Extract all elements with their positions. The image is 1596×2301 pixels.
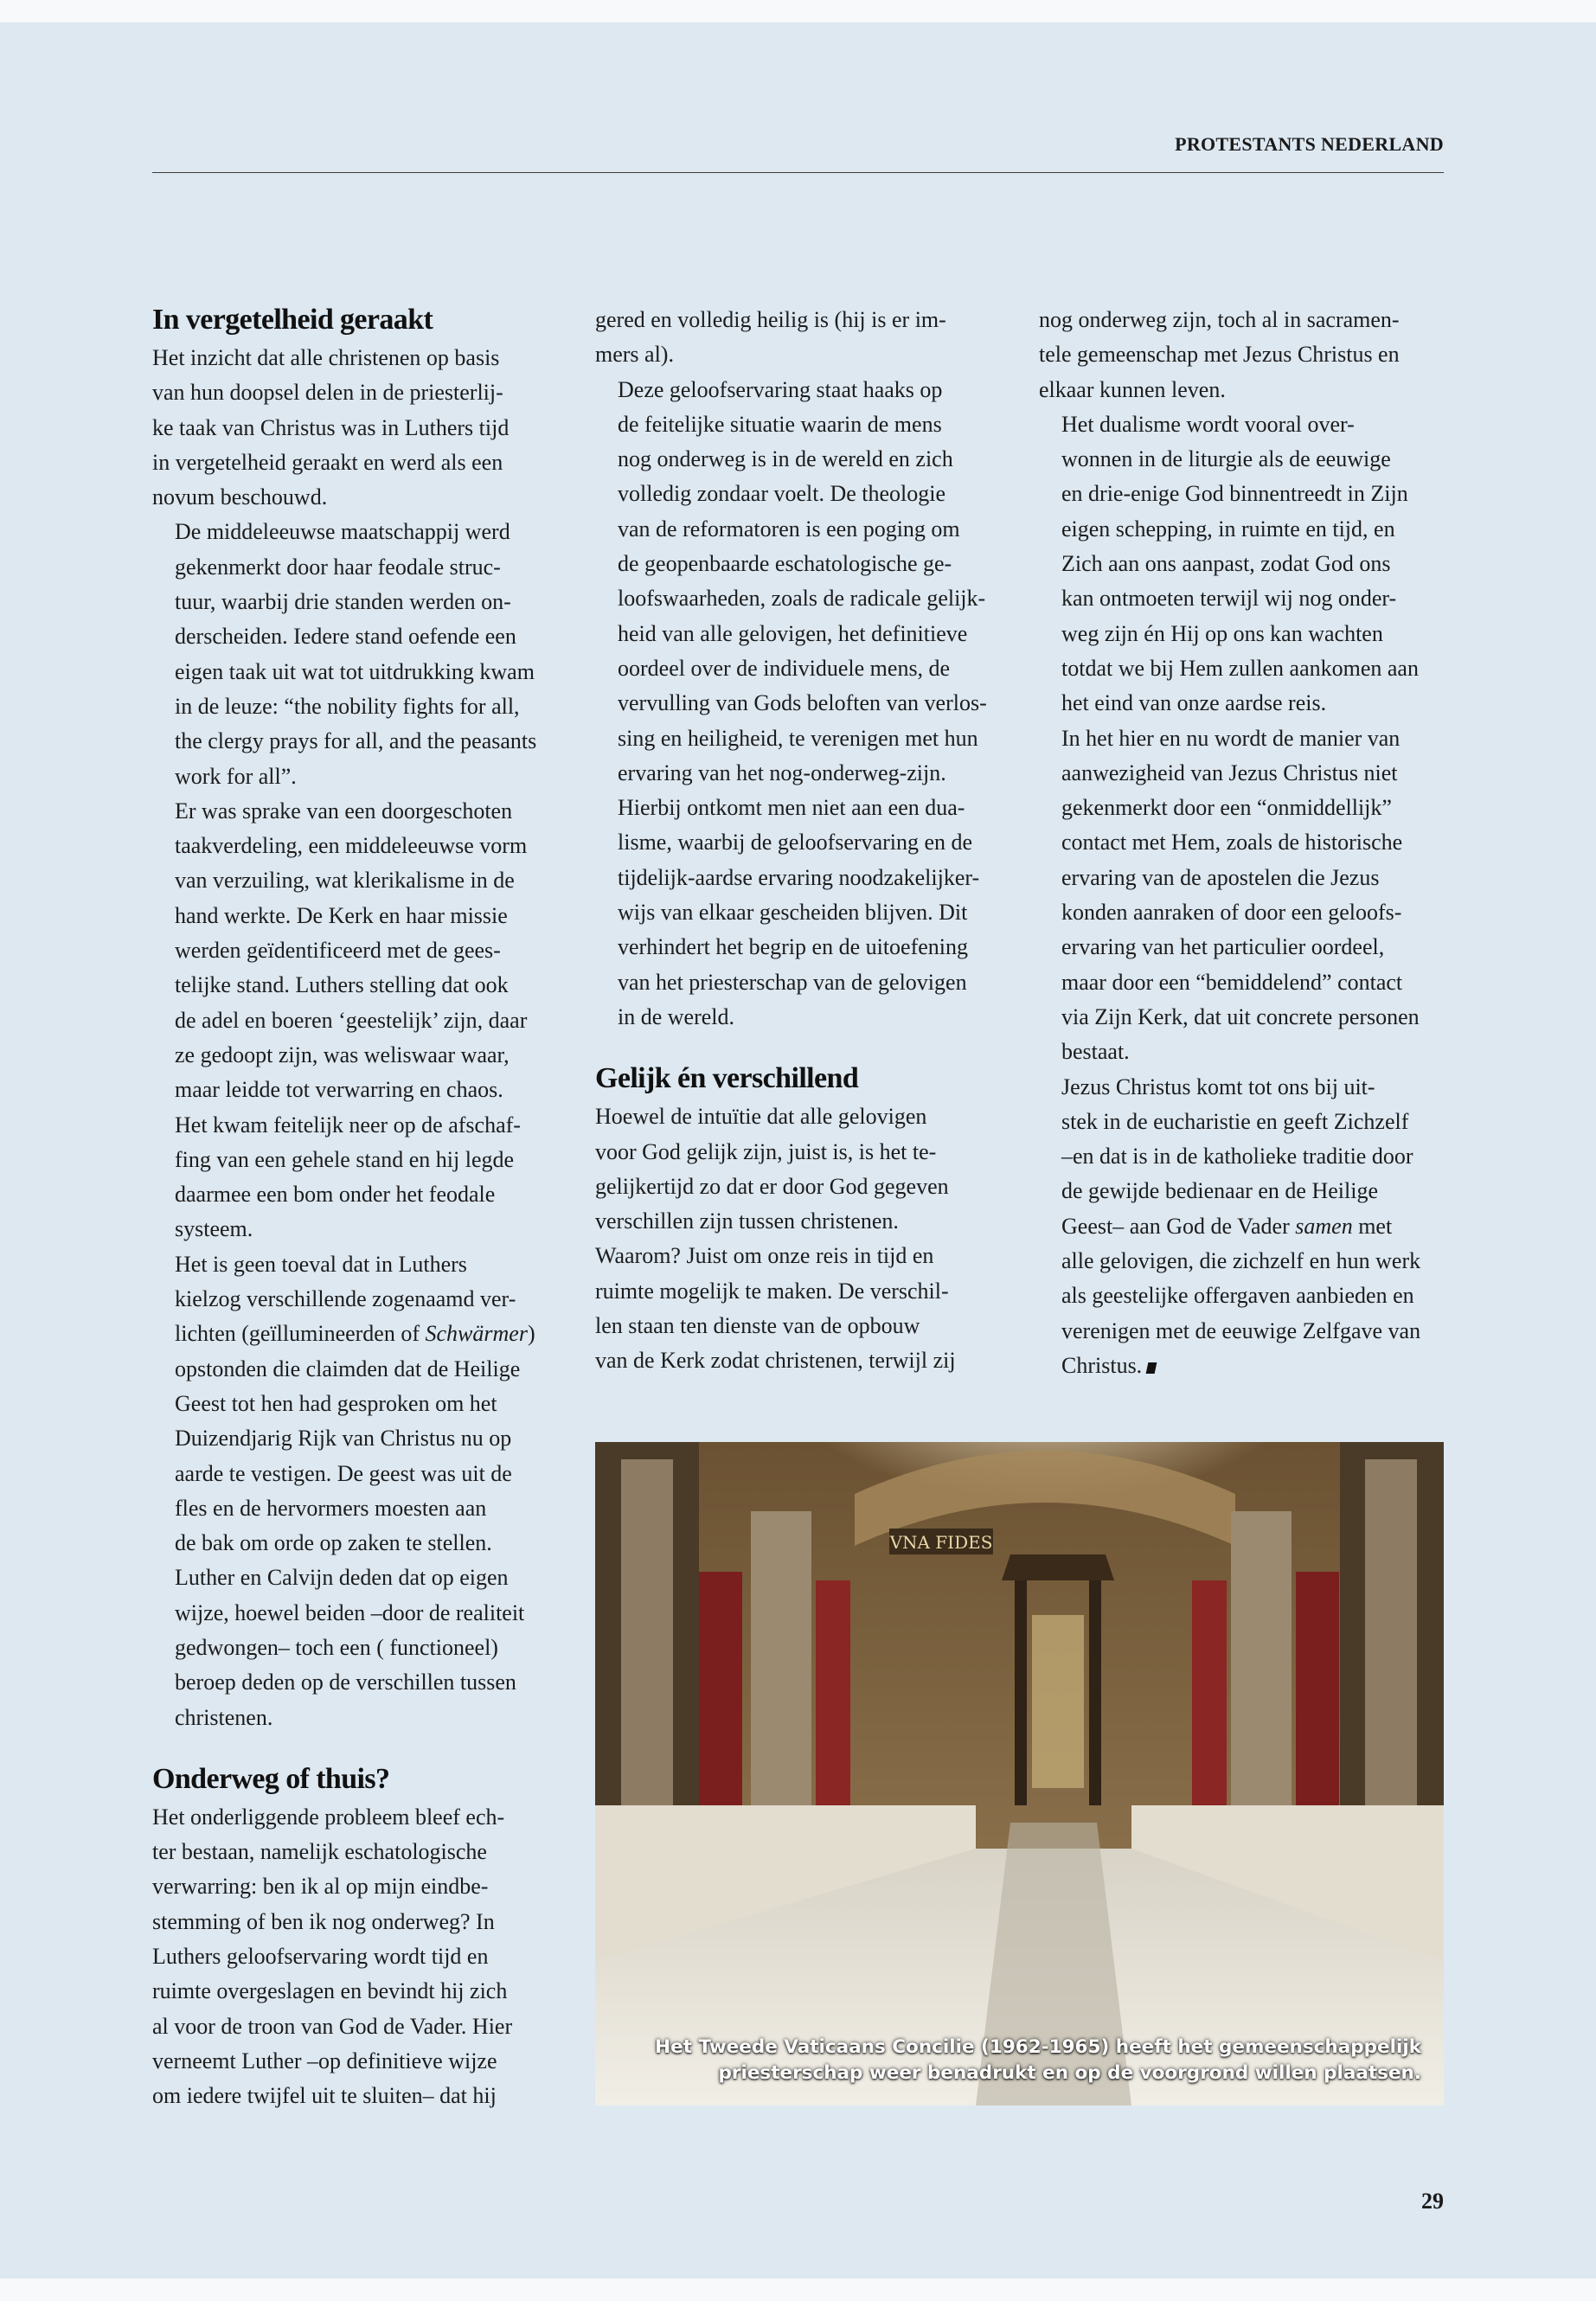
pillar: [621, 1459, 673, 1849]
paragraph-line: maar door een “bemiddelend” contact: [1061, 969, 1403, 995]
paragraph-line: gekenmerkt door haar feodale struc-: [175, 554, 501, 580]
paragraph-line: len staan ten dienste van de opbouw: [595, 1313, 920, 1339]
paragraph-line: stek in de eucharistie en geeft Zichzelf: [1061, 1108, 1409, 1134]
red-drape: [816, 1580, 850, 1823]
paragraph-line: verneemt Luther –op definitieve wijze: [152, 2048, 497, 2073]
paragraph: [152, 1800, 555, 2114]
paragraph: [152, 341, 555, 515]
paragraph-line: weg zijn én Hij op ons kan wachten: [1061, 620, 1383, 646]
paragraph-line: Het inzicht dat alle christenen op basis: [152, 345, 500, 370]
paragraph-line: aanwezigheid van Jezus Christus niet: [1061, 760, 1398, 785]
paragraph: [595, 1099, 998, 1378]
paragraph-line: De middeleeuwse maatschappij werd: [175, 519, 510, 545]
paragraph-line: [1039, 1209, 1442, 1244]
paragraph-line: oordeel over de individuele mens, de: [618, 655, 951, 681]
paragraph-line: het eind van onze aardse reis.: [1061, 690, 1327, 716]
paragraph-line: de feitelijke situatie waarin de mens: [618, 411, 942, 437]
paragraph-line: christenen.: [175, 1704, 273, 1730]
paragraph-line: werden geïdentificeerd met de gees-: [175, 938, 501, 964]
paragraph-line: tele gemeenschap met Jezus Christus en: [1039, 342, 1400, 368]
paragraph-line: nog onderweg zijn, toch al in sacramen-: [1039, 307, 1400, 332]
paragraph-line: gedwongen– toch een ( functioneel): [175, 1634, 498, 1660]
paragraph-line: in de wereld.: [618, 1003, 735, 1029]
caption-line: Het Tweede Vaticaans Concilie (1962-1965) heeft het gemeenschappelijk: [655, 2036, 1421, 2058]
paragraph-line: verwarring: ben ik al op mijn eindbe-: [152, 1874, 489, 1900]
paragraph-line: gered en volledig heilig is (hij is er im-: [595, 307, 946, 332]
column-3: [1039, 299, 1442, 1383]
emphasis-text: Schwärmer: [425, 1321, 528, 1347]
paragraph-line: mers al).: [595, 342, 674, 368]
paragraph-line: gelijkertijd zo dat er door God gegeven: [595, 1173, 949, 1199]
paragraph-line: Het dualisme wordt vooral over-: [1061, 411, 1355, 437]
paragraph-line: kan ontmoeten terwijl wij nog onder-: [1061, 586, 1397, 612]
paragraph-line: alle gelovigen, die zichzelf en hun werk: [1061, 1248, 1421, 1274]
paragraph-line: in de leuze: “the nobility fights for all,: [175, 693, 520, 719]
inscription-text: VNA FIDES: [889, 1532, 993, 1553]
paragraph-line: Zich aan ons aanpast, zodat God ons: [1061, 551, 1391, 577]
paragraph-line: wijze, hoewel beiden –door de realiteit: [175, 1599, 525, 1625]
paragraph-line: Jezus Christus komt tot ons bij uit-: [1061, 1074, 1375, 1099]
paragraph-line: ruimte mogelijk te maken. De verschil-: [595, 1278, 949, 1304]
red-drape: [699, 1572, 742, 1831]
paragraph-line: ervaring van de apostelen die Jezus: [1061, 864, 1380, 890]
paragraph-lines: [152, 1247, 555, 1317]
baldachin-column: [1015, 1580, 1027, 1805]
paragraph-line: In het hier en nu wordt de manier van: [1061, 725, 1401, 751]
paragraph-line: [1039, 1349, 1442, 1383]
paragraph-line: contact met Hem, zoals de historische: [1061, 830, 1403, 856]
paragraph-line: lisme, waarbij de geloofservaring en de: [618, 830, 973, 856]
paragraph: [595, 373, 998, 1035]
paragraph-line: Hoewel de intuïtie dat alle gelovigen: [595, 1104, 927, 1130]
baldachin-canopy: [1002, 1554, 1114, 1580]
paragraph-line: loofswaarheden, zoals de radicale gelijk-: [618, 586, 986, 612]
spacer: [595, 1035, 998, 1058]
paragraph: [1039, 1070, 1442, 1384]
paragraph-line: fing van een gehele stand en hij legde: [175, 1146, 515, 1172]
section-heading: Gelijk én verschillend: [595, 1062, 859, 1095]
paragraph-line: tuur, waarbij drie standen werden on-: [175, 589, 511, 615]
paragraph-line: daarmee een bom onder het feodale: [175, 1182, 496, 1208]
paragraph-line: opstonden die claimden dat de Heilige: [175, 1356, 521, 1381]
paragraph-line: nog onderweg is in de wereld en zich: [618, 446, 953, 472]
red-drape: [1296, 1572, 1339, 1831]
paragraph-line: ter bestaan, namelijk eschatologische: [152, 1839, 487, 1865]
paragraph: [1039, 303, 1442, 407]
paragraph: [1039, 407, 1442, 721]
paragraph-line: van de reformatoren is een poging om: [618, 516, 960, 542]
paragraph-line: van hun doopsel delen in de priesterlij-: [152, 380, 503, 406]
paragraph: [152, 515, 555, 793]
basilica-photo: [595, 1442, 1444, 2106]
paragraph-line: van het priesterschap van de gelovigen: [618, 969, 967, 995]
paragraph-line: al voor de troon van God de Vader. Hier: [152, 2013, 513, 2039]
paragraph-line: stemming of ben ik nog onderweg? In: [152, 1908, 495, 1934]
text-run: Geest– aan God de Vader: [1061, 1213, 1296, 1239]
paragraph-line: eigen taak uit wat tot uitdrukking kwam: [175, 658, 535, 684]
paragraph-line: heid van alle gelovigen, het definitieve: [618, 620, 968, 646]
paragraph-line: konden aanraken of door een geloofs-: [1061, 900, 1402, 926]
magazine-page: [0, 22, 1596, 2279]
paragraph-line: Geest tot hen had gesproken om het: [175, 1390, 497, 1416]
paragraph-line: Het onderliggende probleem bleef ech-: [152, 1804, 505, 1830]
paragraph-line: bestaat.: [1061, 1039, 1130, 1065]
paragraph-line: totdat we bij Hem zullen aankomen aan: [1061, 655, 1419, 681]
paragraph-line: vervulling van Gods beloften van verlos-: [618, 690, 987, 716]
paragraph: [152, 794, 555, 1247]
paragraph-line: verschillen zijn tussen christenen.: [595, 1208, 899, 1234]
paragraph-line: [152, 1317, 555, 1351]
paragraph-line: de bak om orde op zaken te stellen.: [175, 1530, 492, 1556]
paragraph-line: Hierbij ontkomt men niet aan een dua-: [618, 795, 965, 821]
paragraph-line: eigen schepping, in ruimte en tijd, en: [1061, 516, 1395, 542]
paragraph-line: ruimte overgeslagen en bevindt hij zich: [152, 1978, 508, 2004]
paragraph-line: –en dat is in de katholieke traditie door: [1061, 1144, 1413, 1170]
paragraph-line: Duizendjarig Rijk van Christus nu op: [175, 1426, 512, 1452]
red-drape: [1192, 1580, 1227, 1823]
paragraph-line: elkaar kunnen leven.: [1039, 376, 1226, 402]
paragraph-line: volledig zondaar voelt. De theologie: [618, 481, 946, 507]
paragraph-line: novum beschouwd.: [152, 484, 328, 510]
paragraph-line: the clergy prays for all, and the peasants: [175, 728, 537, 754]
paragraph-line: taakverdeling, een middeleeuwse vorm: [175, 833, 528, 859]
paragraph-line: kielzog verschillende zogenaamd ver-: [175, 1286, 516, 1312]
paragraph-line: hand werkte. De Kerk en haar missie: [175, 902, 508, 928]
paragraph-line: de adel en boeren ‘geestelijk’ zijn, daar: [175, 1007, 528, 1033]
pillar: [1365, 1459, 1417, 1849]
paragraph-line: gekenmerkt door een “onmiddellijk”: [1061, 795, 1392, 821]
paragraph-line: via Zijn Kerk, dat uit concrete personen: [1061, 1003, 1420, 1029]
column-1: [152, 299, 555, 2114]
apse-glow: [1032, 1615, 1084, 1788]
paragraph-line: work for all”.: [175, 763, 297, 789]
paragraph: [152, 1247, 555, 1735]
paragraph-line: beroep deden op de verschillen tussen: [175, 1670, 516, 1695]
paragraph-line: om iedere twijfel uit te sluiten– dat hij: [152, 2083, 497, 2109]
paragraph-line: derscheiden. Iedere stand oefende een: [175, 624, 516, 650]
paragraph-line: Luther en Calvijn deden dat op eigen: [175, 1565, 509, 1591]
paragraph-line: en drie-enige God binnentreedt in Zijn: [1061, 481, 1408, 507]
section-heading: Onderweg of thuis?: [152, 1762, 390, 1795]
column-2: [595, 299, 998, 1379]
paragraph-line: sing en heiligheid, te verenigen met hun: [618, 725, 978, 751]
end-of-article-mark: [1146, 1362, 1157, 1374]
paragraph-line: verenigen met de eeuwige Zelfgave van: [1061, 1317, 1421, 1343]
text-run: Christus.: [1061, 1352, 1143, 1378]
paragraph: [595, 303, 998, 373]
caption-line: priesterschap weer benadrukt en op de voorgrond willen plaatsen.: [718, 2062, 1421, 2084]
paragraph-line: van de Kerk zodat christenen, terwijl zij: [595, 1348, 956, 1374]
paragraph-line: Deze geloofservaring staat haaks op: [618, 376, 943, 402]
baldachin-column: [1089, 1580, 1101, 1805]
paragraph-line: Luthers geloofservaring wordt tijd en: [152, 1944, 489, 1970]
section-heading: In vergetelheid geraakt: [152, 304, 433, 336]
paragraph-line: ze gedoopt zijn, was weliswaar waar,: [175, 1042, 510, 1067]
spacer: [152, 1735, 555, 1759]
paragraph-line: ervaring van het particulier oordeel,: [1061, 934, 1385, 960]
paragraph-line: Er was sprake van een doorgeschoten: [175, 798, 513, 824]
paragraph-line: in vergetelheid geraakt en werd als een: [152, 449, 503, 475]
paragraph-line: als geestelijke offergaven aanbieden en: [1061, 1283, 1414, 1309]
paragraph-line: wonnen in de liturgie als de eeuwige: [1061, 446, 1391, 472]
paragraph-line: Het is geen toeval dat in Luthers: [175, 1251, 467, 1277]
paragraph-lines: [1039, 1244, 1442, 1349]
text-run: met: [1352, 1213, 1393, 1239]
paragraph-line: maar leidde tot verwarring en chaos.: [175, 1077, 503, 1103]
basilica-illustration: [595, 1442, 1444, 2106]
paragraph-line: aarde te vestigen. De geest was uit de: [175, 1460, 512, 1486]
paragraph-line: telijke stand. Luthers stelling dat ook: [175, 972, 509, 998]
paragraph-line: systeem.: [175, 1216, 253, 1242]
paragraph-line: voor God gelijk zijn, juist is, is het te-: [595, 1138, 937, 1164]
paragraph-line: van verzuiling, wat klerikalisme in de: [175, 868, 515, 894]
text-run: ): [527, 1321, 535, 1347]
paragraph-line: ervaring van het nog-onderweg-zijn.: [618, 760, 946, 785]
header-rule: [152, 172, 1444, 173]
paragraph-line: ke taak van Christus was in Luthers tijd: [152, 414, 510, 440]
paragraph-lines: [152, 1352, 555, 1735]
paragraph-line: fles en de hervormers moesten aan: [175, 1495, 487, 1521]
paragraph-lines: [1039, 1070, 1442, 1209]
paragraph-line: tijdelijk-aardse ervaring noodzakelijker-: [618, 864, 980, 890]
running-head: PROTESTANTS NEDERLAND: [1175, 133, 1444, 155]
paragraph: [1039, 721, 1442, 1070]
photo-caption: [655, 2035, 1421, 2086]
emphasis-text: samen: [1295, 1213, 1353, 1239]
paragraph-line: Waarom? Juist om onze reis in tijd en: [595, 1243, 934, 1269]
paragraph-line: wijs van elkaar gescheiden blijven. Dit: [618, 900, 968, 926]
page-number: 29: [1421, 2189, 1444, 2214]
paragraph-line: Het kwam feitelijk neer op de afschaf-: [175, 1112, 521, 1138]
paragraph-line: de gewijde bedienaar en de Heilige: [1061, 1178, 1378, 1204]
text-run: lichten (geïllumineerden of: [175, 1321, 426, 1347]
paragraph-line: verhindert het begrip en de uitoefening: [618, 934, 969, 960]
paragraph-line: de geopenbaarde eschatologische ge-: [618, 551, 952, 577]
